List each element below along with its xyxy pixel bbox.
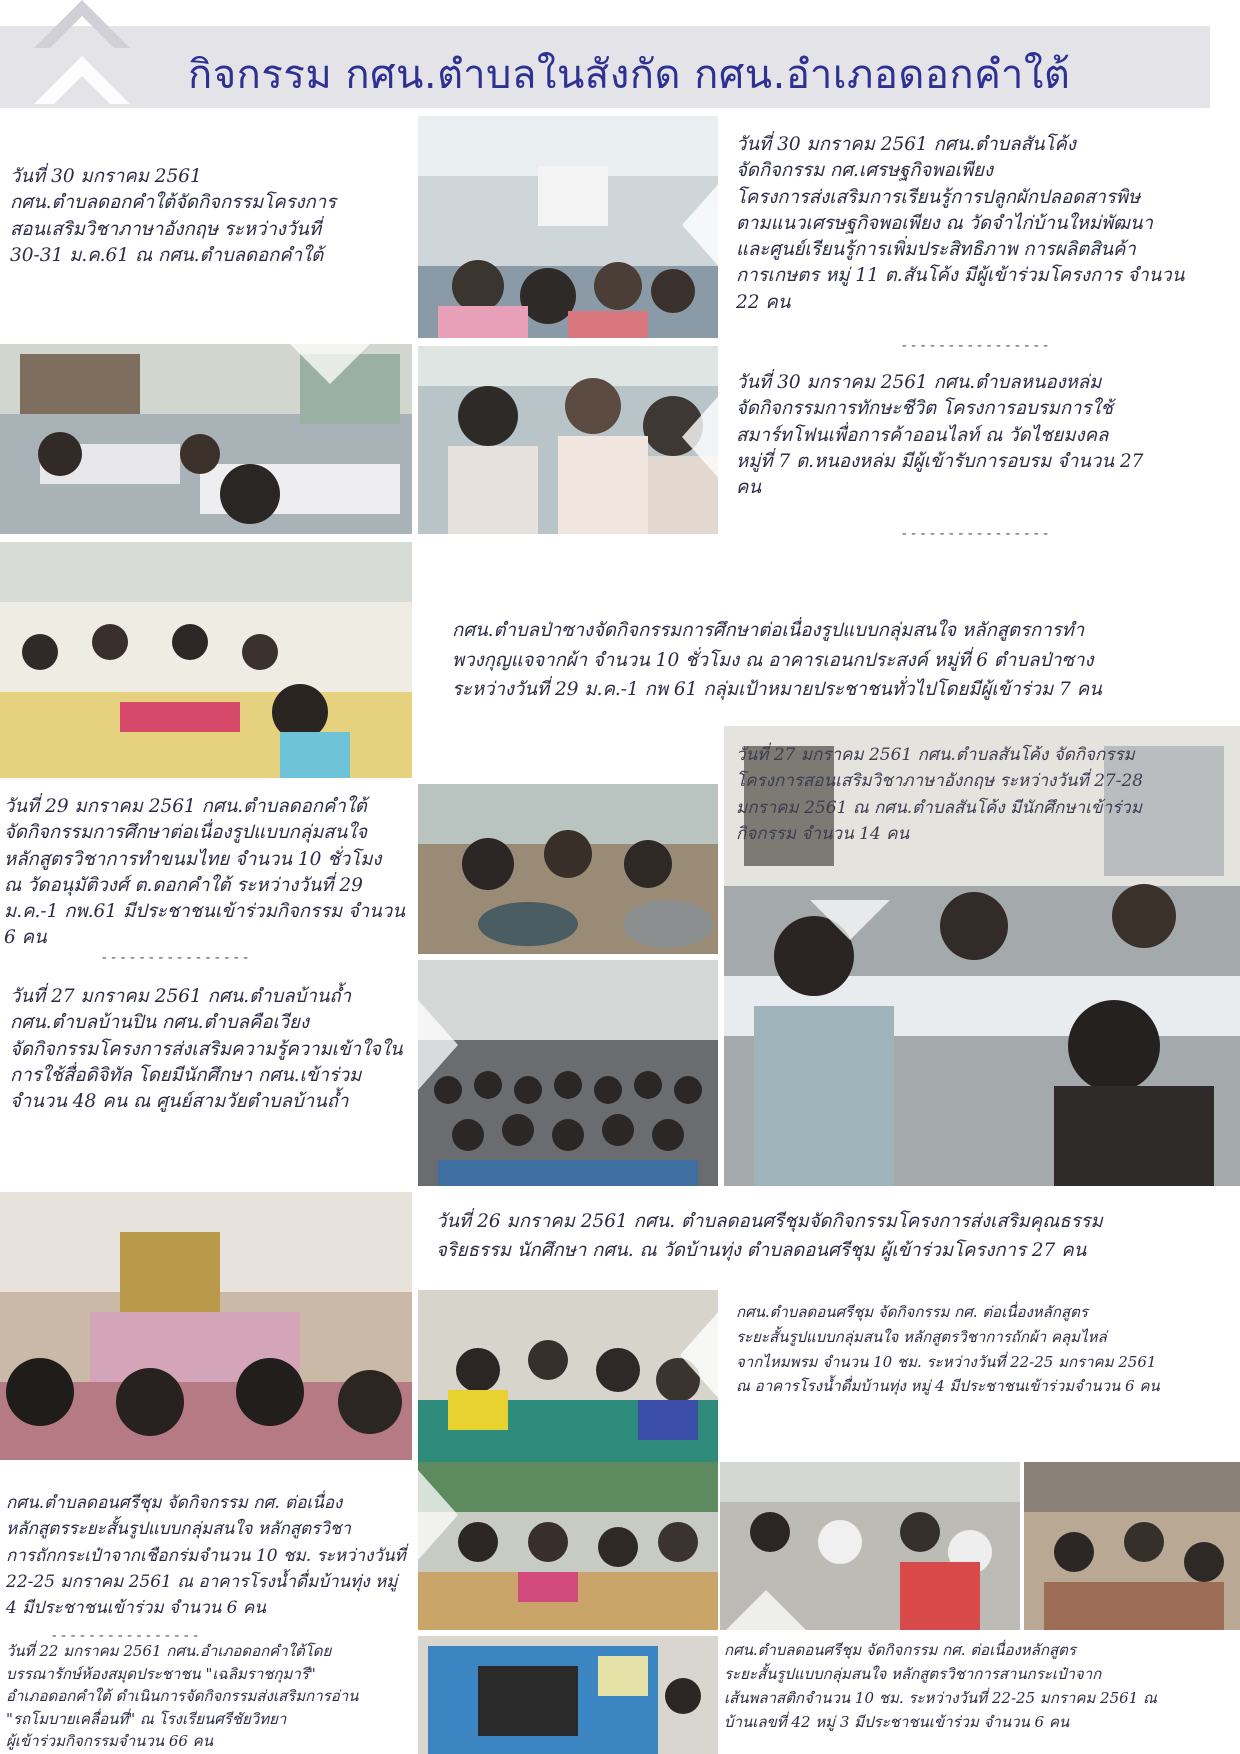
activity-text-12: กศน.ตำบลดอนศรีชุม จัดกิจกรรม กศ. ต่อเนื่องหลักสูตร ระยะสั้นรูปแบบกลุ่มสนใจ หลักสูตรวิชาการสานกระเป๋าจาก เส้นพลาสติกจำนวน 10 ชม. ระหว่างวันที่ 22-25 มกราคม 2561 ณ บ้านเลขที่ 42 หมู่ 3 มีประชาชนเข้าร่วม จำนวน 6 คน xyxy=(724,1641,1157,1731)
separator: ---------------- xyxy=(50,1628,201,1644)
down-arrow-icon xyxy=(810,900,890,940)
left-arrow-icon xyxy=(680,1310,720,1400)
separator: ---------------- xyxy=(900,338,1051,354)
separator: ---------------- xyxy=(900,526,1051,542)
right-arrow-icon xyxy=(418,1000,458,1090)
activity-text-8: วันที่ 26 มกราคม 2561 กศน. ตำบลดอนศรีชุมจัดกิจกรรมโครงการส่งเสริมคุณธรรม จริยธรรม นักศึกษา กศน. ณ วัดบ้านทุ่ง ตำบลดอนศรีชุม ผู้เข้าร่วมโครงการ 27 คน xyxy=(436,1211,1103,1261)
photo-rope-bag-weaving xyxy=(418,1462,718,1630)
activity-text-4: กศน.ตำบลป่าซางจัดกิจกรรมการศึกษาต่อเนื่องรูปแบบกลุ่มสนใจ หลักสูตรการทำ พวงกุญแจจากผ้า จำนวน 10 ชั่วโมง ณ อาคารเอนกประสงค์ หมู่ที่ 6 ตำบลป่าซาง ระหว่างวันที่ 29 ม.ค.-1 กพ 61 กลุ่มเป้าหมายประชาชนทั่วไปโดยมีผู้เข้าร่วม 7 คน xyxy=(452,620,1102,701)
activity-text-2: วันที่ 30 มกราคม 2561 กศน.ตำบลสันโค้ง จัดกิจกรรม กศ.เศรษฐกิจพอเพียง โครงการส่งเสริมการเรียนรู้การปลูกผักปลอดสารพิษ ตามแนวเศรษฐกิจพอเพียง ณ วัดจำไก่บ้านใหม่พัฒนา และศูนย์เรียนรู้การเพิ่มประสิทธิภาพ การผลิตสินค้า การเกษตร หมู่ 11 ต.สันโค้ง มีผู้เข้าร่วมโครงการ จำนวน 22 คน xyxy=(736,134,1185,313)
activity-text-1: วันที่ 30 มกราคม 2561 กศน.ตำบลดอกคำใต้จัดกิจกรรมโครงการ สอนเสริมวิชาภาษาอังกฤษ ระหว่างวันที่ 30-31 ม.ค.61 ณ กศน.ตำบลดอกคำใต้ xyxy=(10,166,337,266)
down-arrow-icon xyxy=(290,344,370,384)
activity-text-9: กศน.ตำบลดอนศรีชุม จัดกิจกรรม กศ. ต่อเนื่องหลักสูตร ระยะสั้นรูปแบบกลุ่มสนใจ หลักสูตรวิชาการถักผ้า คลุมไหล่ จากไหมพรม จำนวน 10 ชม. ระหว่างวันที่ 22-25 มกราคม 2561 ณ อาคารโรงน้ำดื่มบ้านทุ่ง หมู่ 4 มีประชาชนเข้าร่วมจำนวน 6 คน xyxy=(736,1303,1160,1396)
photo-knitting-group xyxy=(418,1290,718,1462)
photo-plastic-strap-weaving-2 xyxy=(1024,1462,1240,1630)
activity-text-10: กศน.ตำบลดอนศรีชุม จัดกิจกรรม กศ. ต่อเนื่อง หลักสูตรระยะสั้นรูปแบบกลุ่มสนใจ หลักสูตรวิชา การถักกระเป๋าจากเชือกร่มจำนวน 10 ชม. ระหว่างวันที่ 22-25 มกราคม 2561 ณ อาคารโรงน้ำดื่มบ้านทุ่ง หมู่ 4 มีประชาชนเข้าร่วม จำนวน 6 คน xyxy=(6,1493,406,1619)
photo-smartphone-training xyxy=(418,346,718,534)
up-arrow-icon xyxy=(726,1590,806,1630)
right-arrow-icon xyxy=(418,1470,458,1560)
left-arrow-icon xyxy=(682,180,722,270)
activity-text-5: วันที่ 27 มกราคม 2561 กศน.ตำบลสันโค้ง จัดกิจกรรม โครงการสอนเสริมวิชาภาษาอังกฤษ ระหว่างวันที่ 27-28 มกราคม 2561 ณ กศน.ตำบลสันโค้ง มีนักศึกษาเข้าร่วม กิจกรรม จำนวน 14 คน xyxy=(736,745,1144,845)
activity-text-6: วันที่ 29 มกราคม 2561 กศน.ตำบลดอกคำใต้ จัดกิจกรรมการศึกษาต่อเนื่องรูปแบบกลุ่มสนใจ หลักสูตรวิชาการทำขนมไทย จำนวน 10 ชั่วโมง ณ วัดอนุมัติวงศ์ ต.ดอกคำใต้ ระหว่างวันที่ 29 ม.ค.-1 กพ.61 มีประชาชนเข้าร่วมกิจกรรม จำนวน 6 คน xyxy=(4,796,405,949)
photo-keychain-workshop xyxy=(0,542,412,778)
left-arrow-icon xyxy=(682,392,722,482)
separator: ---------------- xyxy=(100,950,251,966)
photo-digital-media-seminar xyxy=(418,960,718,1186)
activity-text-11: วันที่ 22 มกราคม 2561 กศน.อำเภอดอกคำใต้โดย บรรณารักษ์ห้องสมุดประชาชน "เฉลิมราชกุมารี" อำเภอดอกคำใต้ ดำเนินการจัดกิจกรรมส่งเสริมการอ่าน "รถโมบายเคลื่อนที่" ณ โรงเรียนศรีชัยวิทยา ผู้เข้าร่วมกิจกรรมจำนวน 66 คน xyxy=(6,1642,359,1750)
decorative-chevron-icon xyxy=(34,0,130,108)
photo-temple-morality-event xyxy=(0,1192,412,1460)
activity-text-7: วันที่ 27 มกราคม 2561 กศน.ตำบลบ้านถ้ำ กศน.ตำบลบ้านปิน กศน.ตำบลคือเวียง จัดกิจกรรมโครงการส่งเสริมความรู้ความเข้าใจใน การใช้สื่อดิจิทัล โดยมีนักศึกษา กศน.เข้าร่วม จำนวน 48 คน ณ ศูนย์สามวัยตำบลบ้านถ้ำ xyxy=(10,986,403,1113)
photo-mobile-reading-truck xyxy=(418,1636,718,1754)
photo-classroom-meeting xyxy=(418,116,718,338)
activity-text-3: วันที่ 30 มกราคม 2561 กศน.ตำบลหนองหล่ม จัดกิจกรรมการทักษะชีวิต โครงการอบรมการใช้ สมาร์ทโฟนเพื่อการค้าออนไลท์ ณ วัดไชยมงคล หมู่ที่ 7 ต.หนองหล่ม มีผู้เข้ารับการอบรม จำนวน 27 คน xyxy=(736,372,1144,499)
photo-thai-dessert-class xyxy=(418,784,718,954)
page-title: กิจกรรม กศน.ตำบลในสังกัด กศน.อำเภอดอกคำใต้ xyxy=(188,52,1071,98)
